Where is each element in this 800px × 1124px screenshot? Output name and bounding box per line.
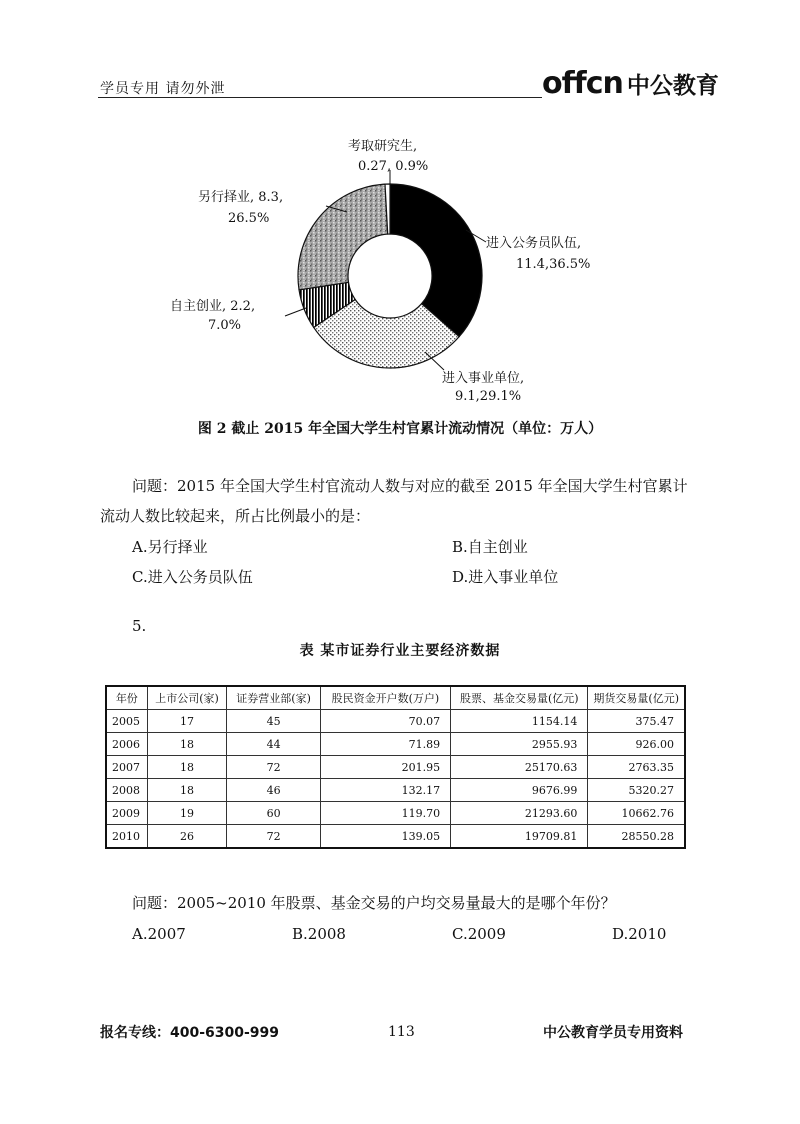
col-header-stock-fund-volume: 股票、基金交易量(亿元)	[451, 686, 588, 710]
cell-futures-volume: 10662.76	[588, 802, 685, 825]
table-row	[106, 756, 685, 779]
donut-slice-3	[298, 184, 388, 290]
cell-stock-fund-volume: 2955.93	[451, 733, 588, 756]
cell-year: 2010	[106, 825, 147, 849]
footer-right-text: 中公教育学员专用资料	[543, 1025, 683, 1041]
cell-accounts: 139.05	[320, 825, 450, 849]
slice-label-entrepreneurship-line2: 7.0%	[208, 318, 242, 333]
q1-option-b: B.自主创业	[452, 538, 528, 556]
cell-year: 2008	[106, 779, 147, 802]
cell-futures-volume: 2763.35	[588, 756, 685, 779]
cell-listed-companies: 19	[147, 802, 227, 825]
table-caption: 表 某市证券行业主要经济数据	[299, 643, 501, 659]
q2-option-d: D.2010	[612, 925, 667, 943]
table-row	[106, 802, 685, 825]
footer-hotline: 报名专线：400-6300-999	[100, 1025, 280, 1041]
logo-chinese: 中公教育	[626, 73, 719, 99]
col-header-accounts: 股民资金开户数(万户)	[320, 686, 450, 710]
question-1-line2: 流动人数比较起来，所占比例最小的是：	[100, 507, 371, 525]
cell-year: 2009	[106, 802, 147, 825]
cell-year: 2007	[106, 756, 147, 779]
cell-brokerages: 46	[227, 779, 320, 802]
cell-futures-volume: 375.47	[588, 710, 685, 733]
cell-listed-companies: 26	[147, 825, 227, 849]
cell-brokerages: 60	[227, 802, 320, 825]
cell-accounts: 70.07	[320, 710, 450, 733]
cell-stock-fund-volume: 21293.60	[451, 802, 588, 825]
logo-english: offcn	[542, 66, 623, 101]
cell-futures-volume: 5320.27	[588, 779, 685, 802]
cell-futures-volume: 28550.28	[588, 825, 685, 849]
cell-stock-fund-volume: 9676.99	[451, 779, 588, 802]
table-row	[106, 779, 685, 802]
slice-label-graduate-school-line2: 0.27, 0.9%	[358, 159, 429, 174]
chart-caption: 图 2 截止 2015 年全国大学生村官累计流动情况（单位：万人）	[197, 421, 603, 437]
securities-data-table	[105, 685, 686, 849]
q1-option-a: A.另行择业	[132, 538, 208, 556]
cell-accounts: 132.17	[320, 779, 450, 802]
cell-year: 2005	[106, 710, 147, 733]
col-header-futures-volume: 期货交易量(亿元)	[588, 686, 685, 710]
header-rule	[98, 97, 542, 98]
question-1-line1: 问题：2015 年全国大学生村官流动人数与对应的截至 2015 年全国大学生村官累计	[132, 477, 688, 495]
cell-year: 2006	[106, 733, 147, 756]
cell-accounts: 71.89	[320, 733, 450, 756]
q1-option-c: C.进入公务员队伍	[132, 568, 253, 586]
slice-label-other-career-line1: 另行择业, 8.3,	[198, 190, 284, 205]
cell-brokerages: 44	[227, 733, 320, 756]
cell-listed-companies: 18	[147, 779, 227, 802]
table-row	[106, 733, 685, 756]
slice-label-entrepreneurship-line1: 自主创业, 2.2,	[170, 299, 256, 314]
donut-slices	[298, 184, 482, 368]
header-left-text: 学员专用 请勿外泄	[100, 81, 226, 97]
slice-label-civil-servant-line1: 进入公务员队伍,	[486, 236, 582, 251]
cell-brokerages: 72	[227, 825, 320, 849]
slice-label-public-institution-line2: 9.1,29.1%	[455, 389, 522, 404]
cell-stock-fund-volume: 1154.14	[451, 710, 588, 733]
q2-option-a: A.2007	[132, 925, 186, 943]
cell-accounts: 119.70	[320, 802, 450, 825]
cell-accounts: 201.95	[320, 756, 450, 779]
col-header-brokerages: 证券营业部(家)	[227, 686, 320, 710]
slice-label-other-career-line2: 26.5%	[228, 211, 270, 226]
cell-futures-volume: 926.00	[588, 733, 685, 756]
cell-listed-companies: 18	[147, 756, 227, 779]
cell-brokerages: 45	[227, 710, 320, 733]
cell-listed-companies: 18	[147, 733, 227, 756]
cell-brokerages: 72	[227, 756, 320, 779]
donut-slice-0	[390, 184, 482, 337]
col-header-year: 年份	[106, 686, 147, 710]
col-header-listed-companies: 上市公司(家)	[147, 686, 227, 710]
q1-option-d: D.进入事业单位	[452, 568, 559, 586]
slice-label-public-institution-line1: 进入事业单位,	[442, 371, 525, 386]
page-number: 113	[388, 1024, 415, 1040]
table-header-row	[106, 686, 685, 710]
cell-listed-companies: 17	[147, 710, 227, 733]
q2-option-c: C.2009	[452, 925, 506, 943]
table-row	[106, 825, 685, 849]
question-2: 问题：2005~2010 年股票、基金交易的户均交易量最大的是哪个年份？	[132, 894, 616, 912]
section-number: 5.	[132, 617, 147, 635]
cell-stock-fund-volume: 19709.81	[451, 825, 588, 849]
cell-stock-fund-volume: 25170.63	[451, 756, 588, 779]
slice-label-civil-servant-line2: 11.4,36.5%	[516, 257, 591, 272]
brand-logo	[542, 66, 719, 101]
table-row	[106, 710, 685, 733]
question-1	[100, 471, 702, 531]
donut-chart	[150, 130, 650, 405]
q2-option-b: B.2008	[292, 925, 346, 943]
slice-label-graduate-school-line1: 考取研究生,	[348, 139, 418, 154]
